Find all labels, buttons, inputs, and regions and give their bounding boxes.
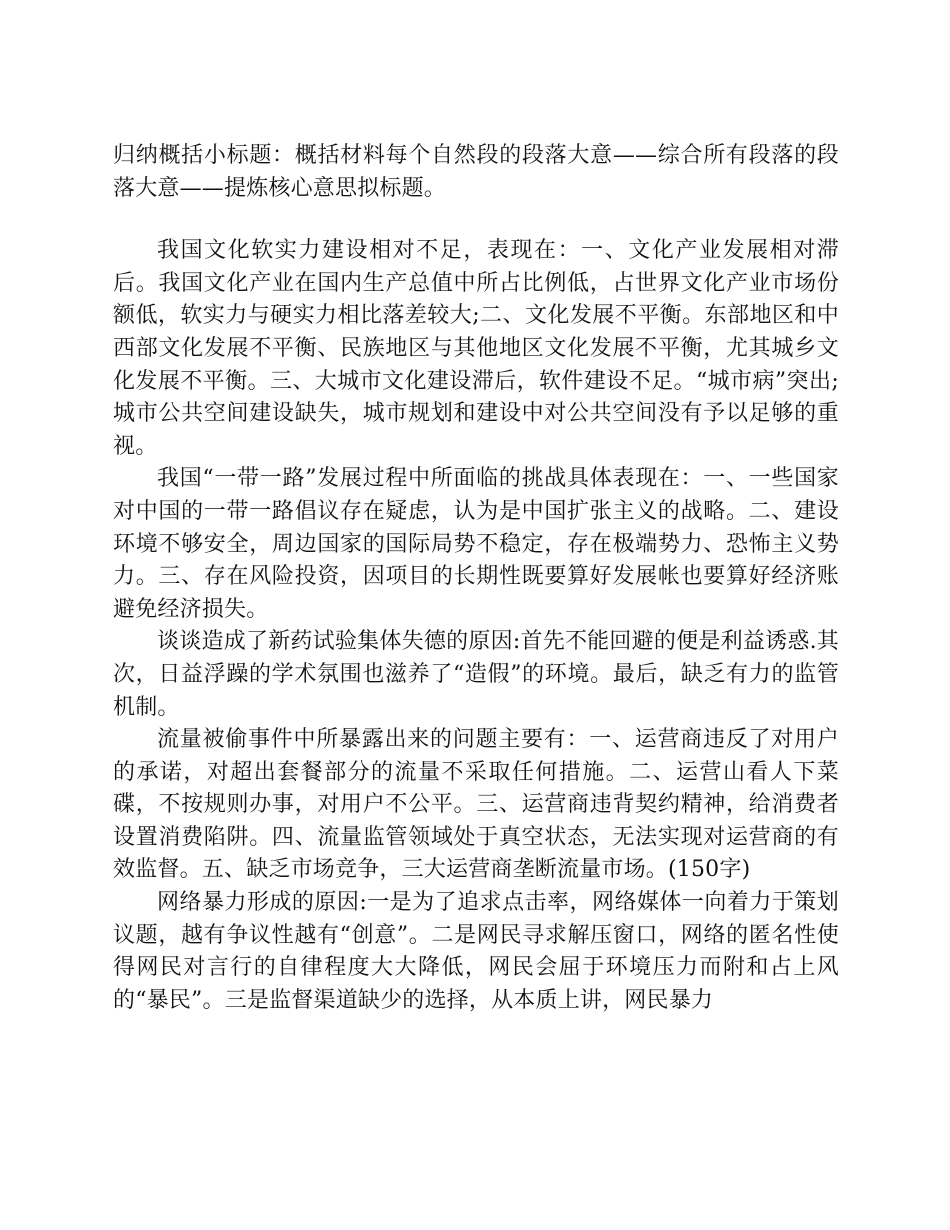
document-body (113, 140, 839, 1017)
paragraph-cyber-violence: 网络暴力形成的原因:一是为了追求点击率，网络媒体一向着力于策划议题，越有争议性越有“创意”。二是网民寻求解压窗口，网络的匿名性使得网民对言行的自律程度大大降低，网民会屈于环境压力而附和占上风的“暴民”。三是监督渠道缺少的选择，从本质上讲，网民暴力 (113, 890, 839, 1013)
paragraph-cultural-soft-power: 我国文化软实力建设相对不足，表现在：一、文化产业发展相对滞后。我国文化产业在国内生产总值中所占比例低，占世界文化产业市场份额低，软实力与硬实力相比落差较大;二、文化发展不平衡。东部地区和中西部文化发展不平衡、民族地区与其他地区文化发展不平衡，尤其城乡文化发展不平衡。三、大城市文化建设滞后，软件建设不足。“城市病”突出;城市公共空间建设缺失，城市规划和建设中对公共空间没有予以足够的重视。 (113, 238, 839, 459)
paragraph-belt-and-road: 我国“一带一路”发展过程中所面临的挑战具体表现在：一、一些国家对中国的一带一路倡议存在疑虑，认为是中国扩张主义的战略。二、建设环境不够安全，周边国家的国际局势不稳定，存在极端势力、恐怖主义势力。三、存在风险投资，因项目的长期性既要算好发展帐也要算好经济账避免经济损失。 (113, 466, 839, 622)
paragraph-drug-trial-ethics: 谈谈造成了新药试验集体失德的原因:首先不能回避的便是利益诱惑.其次，日益浮躁的学术氛围也滋养了“造假”的环境。最后，缺乏有力的监管机制。 (113, 629, 839, 720)
paragraph-data-theft: 流量被偷事件中所暴露出来的问题主要有：一、运营商违反了对用户的承诺，对超出套餐部分的流量不采取任何措施。二、运营山看人下菜碟，不按规则办事，对用户不公平。三、运营商违背契约精神，给消费者设置消费陷阱。四、流量监管领域处于真空状态，无法实现对运营商的有效监督。五、缺乏市场竞争，三大运营商垄断流量市场。(150字) (113, 727, 839, 883)
paragraph-summary-method: 归纳概括小标题：概括材料每个自然段的段落大意——综合所有段落的段落大意——提炼核心意思拟标题。 (113, 143, 839, 201)
